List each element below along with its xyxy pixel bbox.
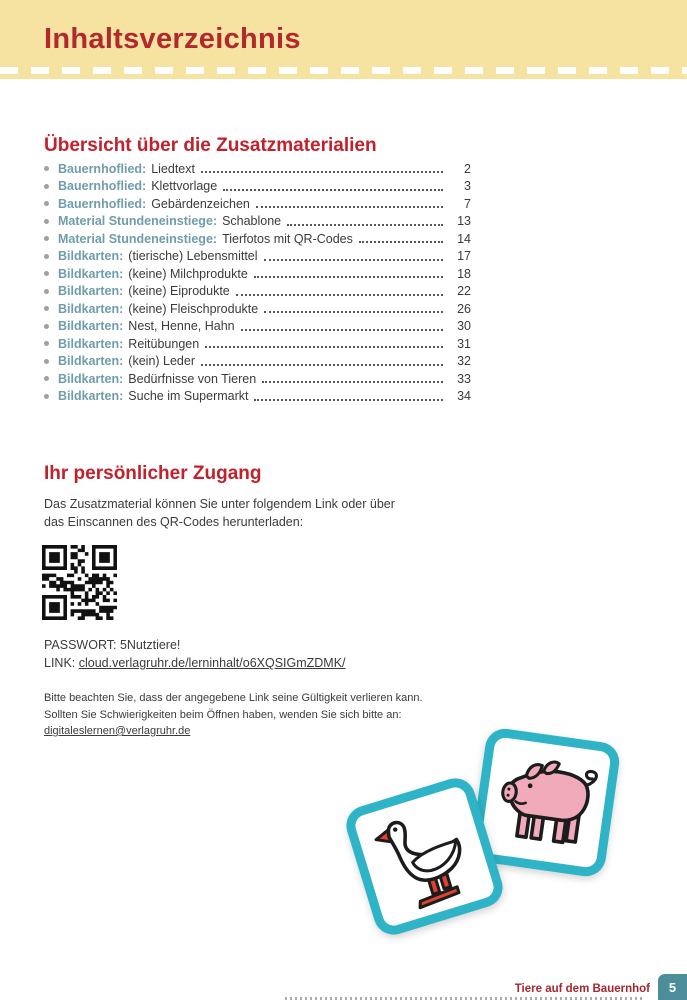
credentials-block xyxy=(44,636,346,672)
support-email-link[interactable]: digitaleslernen@verlagruhr.de xyxy=(44,725,191,737)
bullet-dot-icon xyxy=(44,394,49,399)
toc-item-label: Material Stundeneinstiege: xyxy=(58,214,218,229)
toc-item-label: Bildkarten: xyxy=(58,371,124,386)
page-number-badge xyxy=(658,974,687,1000)
dot-leader xyxy=(205,346,443,348)
toc-item-label: Bildkarten: xyxy=(58,389,124,404)
toc-item-label: Bauernhoflied: xyxy=(58,179,147,194)
toc-item-label: Material Stundeneinstiege: xyxy=(58,231,218,246)
toc-item-title: Gebärdenzeichen xyxy=(151,196,250,211)
bullet-dot-icon xyxy=(44,306,49,311)
toc-heading: Übersicht über die Zusatzmaterialien xyxy=(44,135,377,156)
goose-icon xyxy=(361,793,487,919)
toc-item-label: Bildkarten: xyxy=(58,336,124,351)
note-line1: Bitte beachten Sie, dass der angegebene Link seine Gültigkeit verlieren kann. xyxy=(44,692,423,704)
bullet-dot-icon xyxy=(44,236,49,241)
toc-item-label: Bauernhoflied: xyxy=(58,196,147,211)
note-line2: Sollten Sie Schwierigkeiten beim Öffnen haben, wenden Sie sich bitte an: xyxy=(44,708,402,721)
toc-row xyxy=(44,353,471,371)
pig-icon xyxy=(487,744,603,860)
toc-item-title: (tierische) Lebensmittel xyxy=(128,249,258,264)
dot-leader xyxy=(254,399,443,401)
password-line xyxy=(44,636,346,654)
toc-row xyxy=(44,213,471,231)
toc-item-label: Bildkarten: xyxy=(58,354,124,369)
bullet-dot-icon xyxy=(44,254,49,259)
toc-item-title: Reitübungen xyxy=(128,336,200,351)
toc-item-page-number: 18 xyxy=(457,266,471,281)
access-heading: Ihr persönlicher Zugang xyxy=(44,463,262,484)
qr-code-icon xyxy=(42,545,117,620)
toc-row xyxy=(44,388,471,406)
dot-leader xyxy=(236,294,443,296)
toc-item-title: (keine) Fleischprodukte xyxy=(128,301,259,316)
toc-row xyxy=(44,283,471,301)
password-value: 5Nutztiere! xyxy=(119,638,181,652)
toc-row xyxy=(44,335,471,353)
dashed-divider xyxy=(0,67,687,74)
page-title: Inhaltsverzeichnis xyxy=(44,23,301,55)
toc-item-label: Bildkarten: xyxy=(58,319,124,334)
link-line xyxy=(44,654,346,672)
download-link[interactable]: cloud.verlagruhr.de/lerninhalt/o6XQSIGmZDMK/ xyxy=(78,656,346,670)
toc-item-title: Bedürfnisse von Tieren xyxy=(128,371,257,386)
toc-row xyxy=(44,160,471,178)
access-intro-line1: Das Zusatzmaterial können Sie unter folgendem Link oder über xyxy=(44,497,395,511)
toc-item-page-number: 2 xyxy=(464,161,471,176)
dot-leader xyxy=(254,276,443,278)
password-label: PASSWORT: xyxy=(44,638,117,652)
toc-row xyxy=(44,370,471,388)
dot-leader xyxy=(262,381,443,383)
toc-row xyxy=(44,230,471,248)
bullet-dot-icon xyxy=(44,341,49,346)
dot-leader xyxy=(256,206,443,208)
bullet-dot-icon xyxy=(44,324,49,329)
bullet-dot-icon xyxy=(44,166,49,171)
series-title: Tiere auf dem Bauernhof xyxy=(514,983,650,995)
page-header xyxy=(0,0,687,79)
toc-item-label: Bildkarten: xyxy=(58,284,124,299)
dot-leader xyxy=(241,329,443,331)
toc-row xyxy=(44,195,471,213)
bullet-dot-icon xyxy=(44,359,49,364)
toc-item-label: Bauernhoflied: xyxy=(58,161,147,176)
bullet-dot-icon xyxy=(44,201,49,206)
dot-leader xyxy=(359,241,443,243)
access-intro xyxy=(44,496,395,531)
toc-item-page-number: 30 xyxy=(457,319,471,334)
toc-item-title: (kein) Leder xyxy=(128,354,195,369)
bullet-dot-icon xyxy=(44,289,49,294)
toc-item-page-number: 34 xyxy=(457,389,471,404)
toc-item-title: Suche im Supermarkt xyxy=(128,389,249,404)
toc-item-title: Klettvorlage xyxy=(151,179,218,194)
access-intro-line2: das Einscannen des QR-Codes herunterladen: xyxy=(44,514,304,529)
toc-item-page-number: 7 xyxy=(464,196,471,211)
toc-item-page-number: 33 xyxy=(457,371,471,386)
note-block xyxy=(44,690,423,740)
toc-row xyxy=(44,248,471,266)
toc-item-label: Bildkarten: xyxy=(58,301,124,316)
toc-item-title: Tierfotos mit QR-Codes xyxy=(222,231,353,246)
dot-leader xyxy=(264,311,443,313)
toc-item-label: Bildkarten: xyxy=(58,249,124,264)
toc-item-page-number: 3 xyxy=(464,179,471,194)
toc-item-page-number: 26 xyxy=(457,301,471,316)
page-number: 5 xyxy=(668,979,677,995)
toc-item-page-number: 14 xyxy=(457,231,471,246)
toc-item-page-number: 17 xyxy=(457,249,471,264)
bullet-dot-icon xyxy=(44,184,49,189)
bullet-dot-icon xyxy=(44,376,49,381)
toc-row xyxy=(44,318,471,336)
dot-leader xyxy=(287,224,443,226)
toc-item-title: (keine) Eiprodukte xyxy=(128,284,230,299)
toc-item-page-number: 22 xyxy=(457,284,471,299)
bullet-dot-icon xyxy=(44,219,49,224)
toc-item-page-number: 13 xyxy=(457,214,471,229)
toc-item-page-number: 32 xyxy=(457,354,471,369)
toc-item-title: Liedtext xyxy=(151,161,195,176)
toc-list xyxy=(44,160,471,405)
toc-item-title: Schablone xyxy=(222,214,282,229)
dot-leader xyxy=(201,364,443,366)
toc-row xyxy=(44,178,471,196)
dot-leader xyxy=(223,189,443,191)
toc-row xyxy=(44,300,471,318)
dot-leader xyxy=(264,259,443,261)
toc-item-label: Bildkarten: xyxy=(58,266,124,281)
toc-item-page-number: 31 xyxy=(457,336,471,351)
bullet-dot-icon xyxy=(44,271,49,276)
toc-item-title: (keine) Milchprodukte xyxy=(128,266,248,281)
dot-leader xyxy=(201,171,443,173)
link-label: LINK: xyxy=(44,656,76,670)
toc-row xyxy=(44,265,471,283)
toc-item-title: Nest, Henne, Hahn xyxy=(128,319,235,334)
